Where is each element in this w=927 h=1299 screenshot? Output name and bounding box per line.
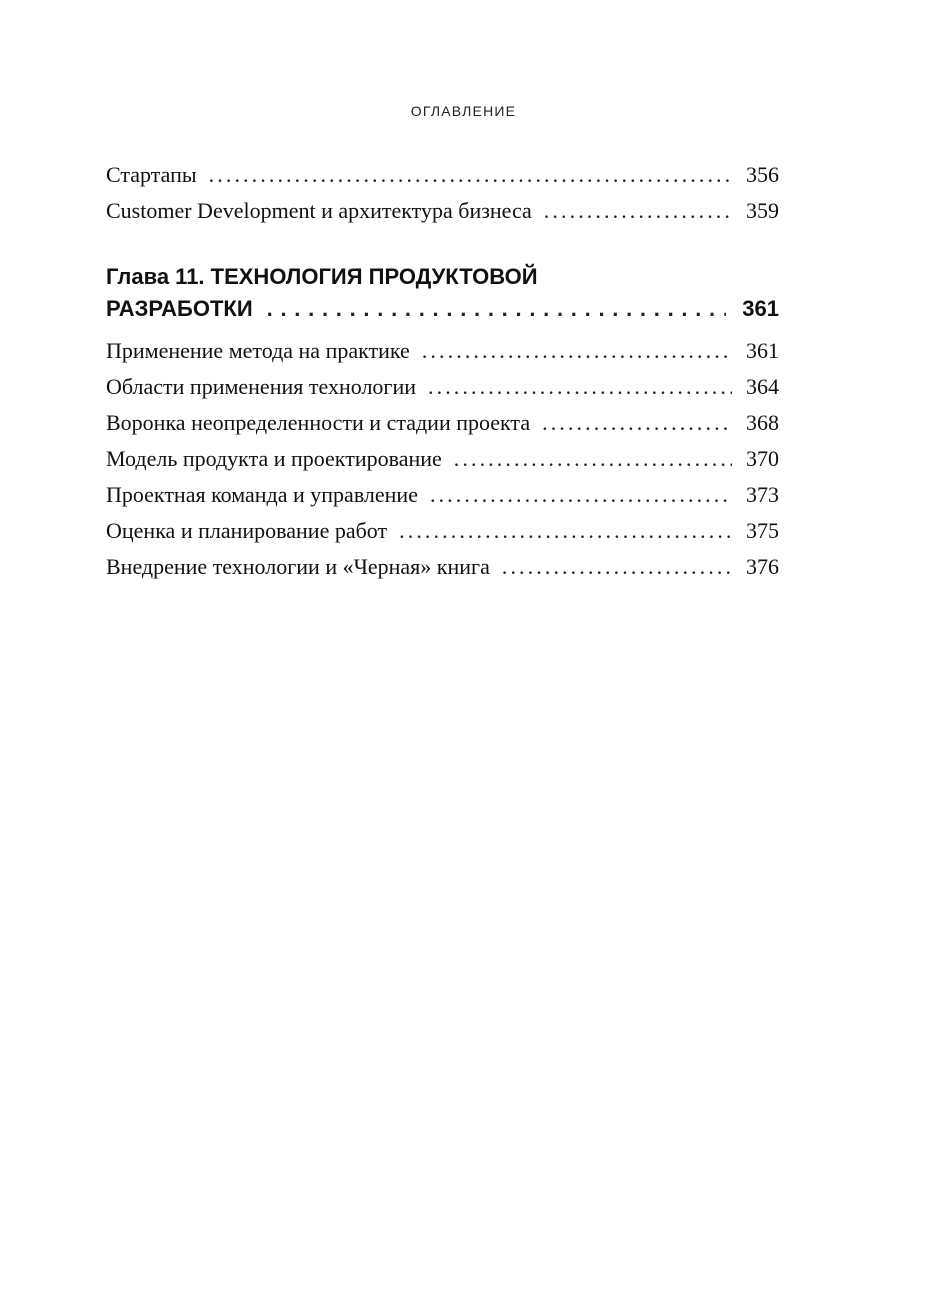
chapter-page: 361: [742, 296, 779, 321]
running-head: ОГЛАВЛЕНИЕ: [410, 103, 517, 119]
toc-entry[interactable]: [106, 549, 779, 585]
toc-section-top: [106, 157, 779, 229]
toc-entry-page: 370: [746, 446, 779, 471]
toc-entry[interactable]: [106, 193, 779, 229]
dot-leader: [454, 441, 732, 477]
toc-entry-page: 368: [746, 410, 779, 435]
toc-entry-title: Модель продукта и проектирование: [106, 446, 442, 471]
toc-entry-page: 364: [746, 374, 779, 399]
toc-entry[interactable]: [106, 333, 779, 369]
toc-entry[interactable]: [106, 513, 779, 549]
toc-entry[interactable]: [106, 157, 779, 193]
toc-entry-title: Внедрение технологии и «Черная» книга: [106, 554, 490, 579]
toc-entry-title: Customer Development и архитектура бизнеса: [106, 198, 532, 223]
dot-leader: [267, 293, 727, 325]
toc-entry-page: 376: [746, 554, 779, 579]
toc-entry[interactable]: [106, 441, 779, 477]
dot-leader: [542, 405, 732, 441]
toc-entry[interactable]: [106, 477, 779, 513]
dot-leader: [399, 513, 732, 549]
toc-entry-title: Оценка и планирование работ: [106, 518, 388, 543]
toc-entry[interactable]: [106, 369, 779, 405]
toc-entry[interactable]: [106, 405, 779, 441]
chapter-heading[interactable]: [106, 261, 779, 325]
dot-leader: [502, 549, 732, 585]
dot-leader: [428, 369, 732, 405]
toc-entry-title: Воронка неопределенности и стадии проекта: [106, 410, 531, 435]
toc-entry-page: 375: [746, 518, 779, 543]
dot-leader: [544, 193, 732, 229]
dot-leader: [209, 157, 732, 193]
chapter-title-line2: РАЗРАБОТКИ: [106, 296, 253, 321]
toc-entry-title: Применение метода на практике: [106, 338, 410, 363]
toc-entry-page: 356: [746, 162, 779, 187]
dot-leader: [422, 333, 732, 369]
toc-entry-page: 361: [746, 338, 779, 363]
toc-entry-title: Стартапы: [106, 162, 197, 187]
toc-entry-page: 373: [746, 482, 779, 507]
toc-section-chapter-11: [106, 333, 779, 585]
toc-entry-title: Области применения технологии: [106, 374, 416, 399]
chapter-title-line1: Глава 11. ТЕХНОЛОГИЯ ПРОДУКТОВОЙ: [106, 264, 538, 289]
dot-leader: [430, 477, 732, 513]
toc-entry-title: Проектная команда и управление: [106, 482, 418, 507]
toc-entry-page: 359: [746, 198, 779, 223]
